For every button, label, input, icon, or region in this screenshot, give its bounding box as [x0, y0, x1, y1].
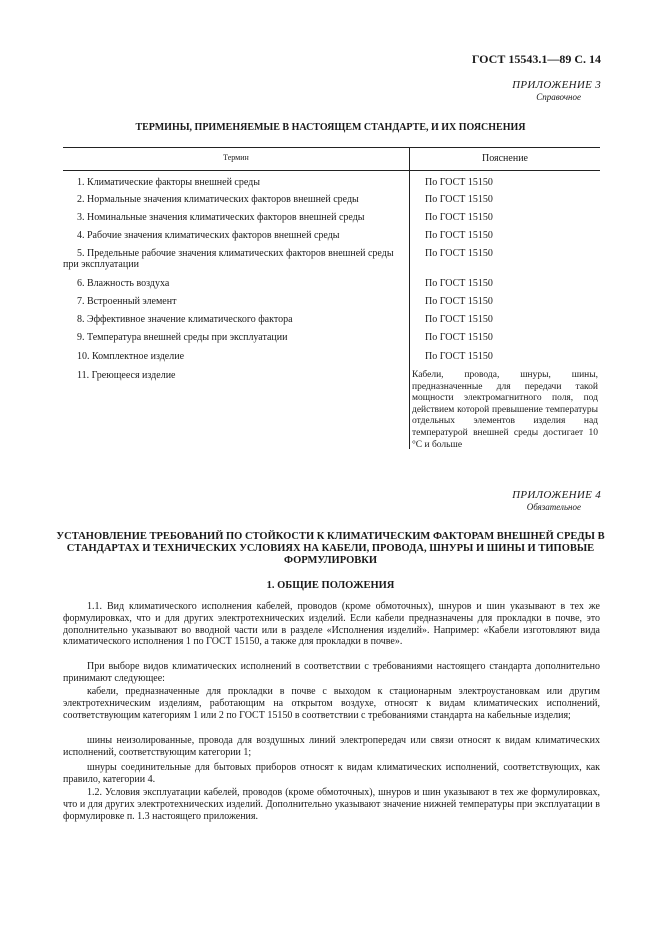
- appendix-4-label: ПРИЛОЖЕНИЕ 4: [512, 489, 601, 501]
- table-column-divider: [409, 147, 410, 449]
- table-row-term: 8. Эффективное значение климатического фактора: [77, 314, 293, 325]
- table-row-term: 11. Греющееся изделие: [77, 370, 176, 381]
- table-row-term: 3. Номинальные значения климатических факторов внешней среды: [77, 212, 365, 223]
- table-row-explanation: По ГОСТ 15150: [425, 177, 493, 188]
- table-row-term: 6. Влажность воздуха: [77, 278, 170, 289]
- paragraph: кабели, предназначенные для прокладки в почве с выходом к стационарным электроустановкам или другим электротехническим изделиям, работающим на открытом воздухе, относят к видам климатических исполнений, соответствующим категориям 1 или 2 по ГОСТ 15150 в соответствии с требованиями стандарта на кабельные изделия;: [63, 686, 600, 721]
- table-row-explanation: По ГОСТ 15150: [425, 194, 493, 205]
- table-header-rule: [63, 170, 600, 171]
- table-row-term: 7. Встроенный элемент: [77, 296, 177, 307]
- paragraph: шнуры соединительные для бытовых приборов относят к видам климатических исполнений, соответствующих, как правило, категории 4.: [63, 762, 600, 785]
- table-row-term: 4. Рабочие значения климатических факторов внешней среды: [77, 230, 340, 241]
- appendix-3-label: ПРИЛОЖЕНИЕ 3: [512, 79, 601, 91]
- table-row-explanation: По ГОСТ 15150: [425, 296, 493, 307]
- table-row-term: 2. Нормальные значения климатических факторов внешней среды: [77, 194, 359, 205]
- paragraph: При выборе видов климатических исполнений в соответствии с требованиями настоящего стандарта дополнительно принимают следующее:: [63, 661, 600, 684]
- table-row-explanation: По ГОСТ 15150: [425, 212, 493, 223]
- appendix-4-kind: Обязательное: [526, 502, 581, 512]
- document-header-reference: ГОСТ 15543.1—89 С. 14: [471, 52, 601, 66]
- paragraph: шины неизолированные, провода для воздушных линий электропередач или связи относят к видам климатических исполнений, соответствующим категории 1;: [63, 735, 600, 758]
- appendix-3-kind: Справочное: [536, 92, 581, 102]
- table-row-term: 1. Климатические факторы внешней среды: [77, 177, 260, 188]
- table-row-explanation: Кабели, провода, шнуры, шины, предназначенные для передачи такой мощности электромагнитного поля, под действием которой превышение температуры отдельных элементов изделия над температурой внешней среды достигает 10 °С и больше: [412, 370, 598, 450]
- paragraph: 1.2. Условия эксплуатации кабелей, проводов (кроме обмоточных), шнуров и шин указывают в тех же формулировках, что и для других электротехнических изделий. Дополнительно указывают значение нижней температуры при эксплуатации в формулировке п. 1.3 настоящего приложения.: [63, 787, 600, 822]
- table-row-term: 5. Предельные рабочие значения климатических факторов внешней среды при эксплуатации: [63, 248, 394, 270]
- section-heading: 1. ОБЩИЕ ПОЛОЖЕНИЯ: [266, 580, 395, 591]
- table-row-explanation: По ГОСТ 15150: [425, 230, 493, 241]
- table-row-explanation: По ГОСТ 15150: [425, 278, 493, 289]
- column-header-term: Термин: [223, 153, 249, 162]
- table-row-explanation: По ГОСТ 15150: [425, 351, 493, 362]
- table-row-explanation: По ГОСТ 15150: [425, 332, 493, 343]
- terms-table-heading: ТЕРМИНЫ, ПРИМЕНЯЕМЫЕ В НАСТОЯЩЕМ СТАНДАРТЕ, И ИХ ПОЯСНЕНИЯ: [135, 122, 526, 133]
- appendix-4-title: УСТАНОВЛЕНИЕ ТРЕБОВАНИЙ ПО СТОЙКОСТИ К КЛИМАТИЧЕСКИМ ФАКТОРАМ ВНЕШНЕЙ СРЕДЫ В СТАНДАРТАХ И ТЕХНИЧЕСКИХ УСЛОВИЯХ НА КАБЕЛИ, ПРОВОДА, ШНУРЫ И ШИНЫ И ТИПОВЫЕ ФОРМУЛИРОВКИ: [56, 531, 605, 566]
- table-row-term: 9. Температура внешней среды при эксплуатации: [77, 332, 288, 343]
- column-header-explanation: Пояснение: [481, 153, 528, 164]
- table-row-explanation: По ГОСТ 15150: [425, 248, 493, 259]
- table-row-explanation: По ГОСТ 15150: [425, 314, 493, 325]
- table-row-term: 10. Комплектное изделие: [77, 351, 185, 362]
- paragraph: 1.1. Вид климатического исполнения кабелей, проводов (кроме обмоточных), шнуров и шин указывают в тех же формулировках, что и для других электротехнических изделий. Если кабели предназначены для прокладки в почве, это дополнительно указывают во вводной части или в разделе «Исполнения изделий». Например: «Кабели изготовляют вида климатического исполнения 1 по ГОСТ 15150, а также для прокладки в почве».: [63, 601, 600, 648]
- table-top-rule: [63, 147, 600, 148]
